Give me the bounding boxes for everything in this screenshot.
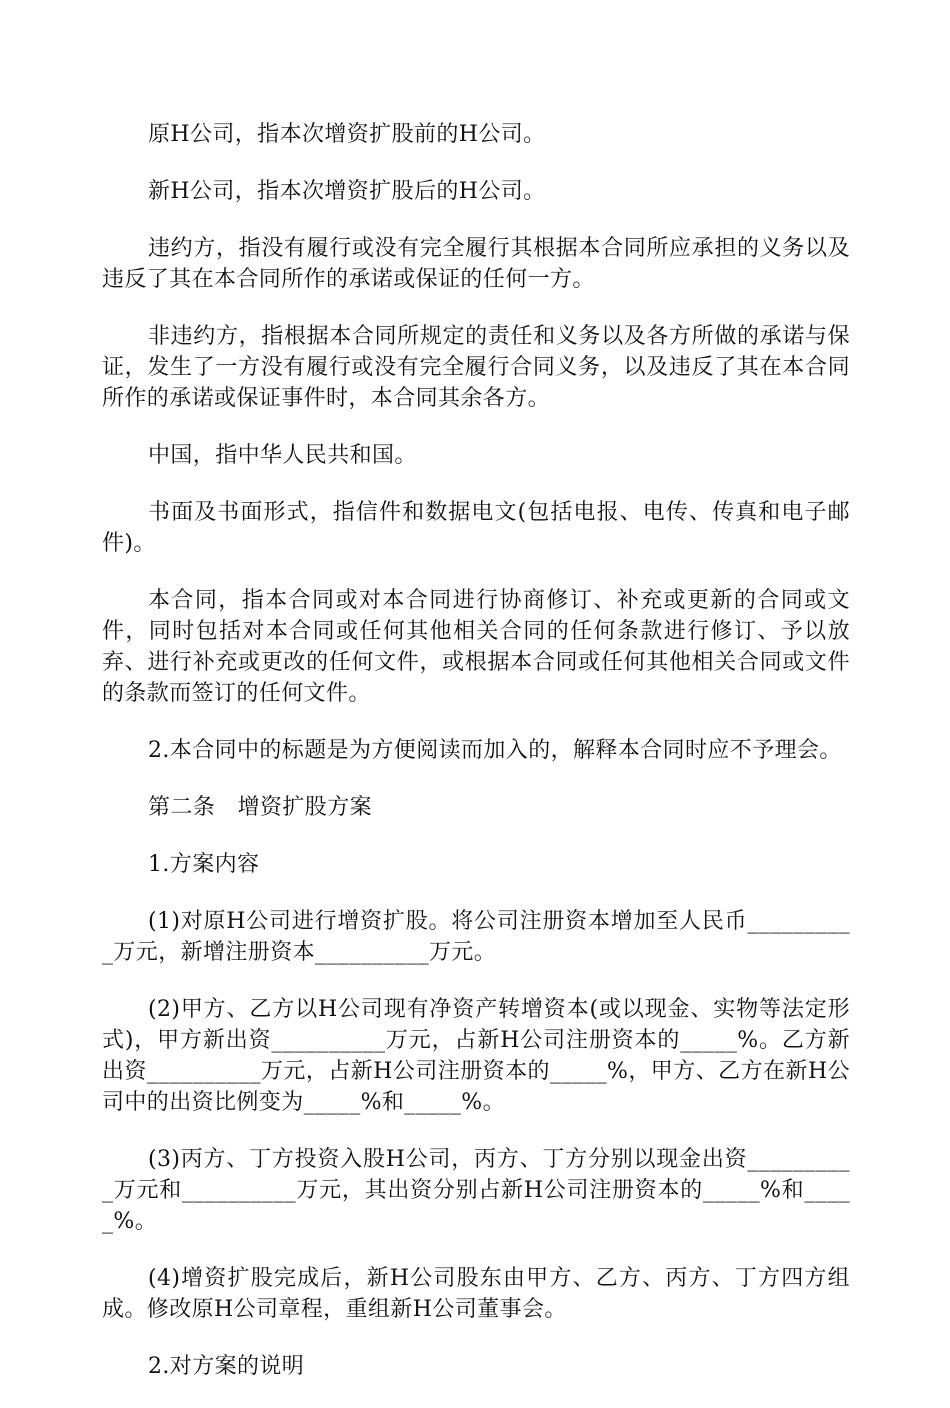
paragraph-this-contract: 本合同，指本合同或对本合同进行协商修订、补充或更新的合同或文件，同时包括对本合同或任何其他相关合同的任何条款进行修订、予以放弃、进行补充或更改的任何文件，或根据本合同或任何其他相关合同或文件的条款而签订的任何文件。 [102,588,850,706]
paragraph-non-breaching-party: 非违约方，指根据本合同所规定的责任和义务以及各方所做的承诺与保证，发生了一方没有履行或没有完全履行合同义务，以及违反了其在本合同所作的承诺或保证事件时，本合同其余各方。 [102,324,850,411]
paragraph-original-company: 原H公司，指本次增资扩股前的H公司。 [148,122,546,147]
article-heading: 第二条 增资扩股方案 [148,795,373,820]
paragraph-new-company: 新H公司，指本次增资扩股后的H公司。 [148,179,546,204]
section-heading-plan-content: 1.方案内容 [148,852,260,877]
paragraph-headings-note: 2.本合同中的标题是为方便阅读而加入的，解释本合同时应不予理会。 [148,738,842,763]
paragraph-written-form: 书面及书面形式，指信件和数据电文(包括电报、电传、传真和电子邮件)。 [102,500,850,556]
paragraph-item-2: (2)甲方、乙方以H公司现有净资产转增资本(或以现金、实物等法定形式)，甲方新出资__________万元，占新H公司注册资本的_____%。乙方新出资__________万元，占新H公司注册资本的_____%，甲方、乙方在新H公司中的出资比例变为_____%和_____%。 [102,997,850,1115]
section-heading-plan-explanation: 2.对方案的说明 [148,1354,305,1379]
paragraph-item-4: (4)增资扩股完成后，新H公司股东由甲方、乙方、丙方、丁方四方组成。修改原H公司章程，重组新H公司董事会。 [102,1266,850,1322]
paragraph-china: 中国，指中华人民共和国。 [148,443,417,468]
paragraph-breaching-party: 违约方，指没有履行或没有完全履行其根据本合同所应承担的义务以及违反了其在本合同所作的承诺或保证的任何一方。 [102,236,850,292]
paragraph-item-3: (3)丙方、丁方投资入股H公司，丙方、丁方分别以现金出资__________万元和__________万元，其出资分别占新H公司注册资本的_____%和_____%。 [102,1147,850,1234]
paragraph-item-1: (1)对原H公司进行增资扩股。将公司注册资本增加至人民币__________万元，新增注册资本__________万元。 [102,909,850,965]
document-body [102,119,850,1408]
